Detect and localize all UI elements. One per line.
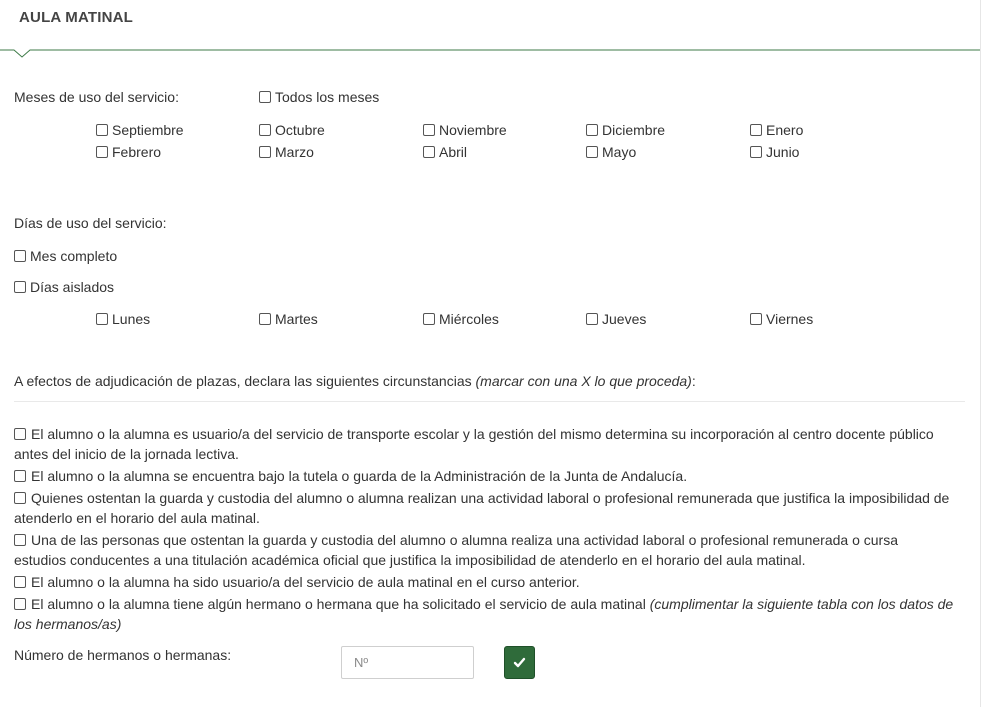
day-label: Lunes [112, 311, 151, 327]
circumstances-intro [14, 373, 696, 389]
page-right-border [980, 0, 981, 707]
month-checkbox[interactable] [96, 146, 108, 158]
isolated-days-text: Días aislados [30, 279, 115, 295]
month-checkbox[interactable] [259, 146, 271, 158]
month-label: Diciembre [602, 122, 666, 138]
month-label: Mayo [602, 144, 637, 160]
day-checkbox[interactable] [259, 313, 271, 325]
circumstance-item[interactable] [14, 572, 954, 592]
month-checkbox[interactable] [259, 124, 271, 136]
siblings-count-input[interactable] [341, 646, 474, 679]
divider [14, 401, 965, 402]
month-option-junio[interactable] [750, 144, 799, 160]
isolated-days-checkbox[interactable] [14, 281, 26, 293]
month-checkbox[interactable] [750, 124, 762, 136]
month-label: Noviembre [439, 122, 507, 138]
day-label: Miércoles [439, 311, 499, 327]
circumstance-item[interactable] [14, 488, 954, 528]
month-label: Septiembre [112, 122, 184, 138]
month-option-abril[interactable] [423, 144, 467, 160]
circumstance-checkbox[interactable] [14, 534, 26, 546]
full-month-option[interactable] [14, 248, 117, 264]
circumstance-item[interactable] [14, 594, 954, 634]
month-label: Octubre [275, 122, 325, 138]
circumstance-item[interactable] [14, 424, 954, 464]
month-label: Junio [766, 144, 800, 160]
all-months-checkbox[interactable] [259, 91, 271, 103]
circumstance-checkbox[interactable] [14, 598, 26, 610]
day-checkbox[interactable] [750, 313, 762, 325]
month-checkbox[interactable] [423, 146, 435, 158]
day-option-jueves[interactable] [586, 311, 646, 327]
days-label: Días de uso del servicio: [14, 215, 167, 231]
circumstance-checkbox[interactable] [14, 428, 26, 440]
month-checkbox[interactable] [586, 124, 598, 136]
day-checkbox[interactable] [586, 313, 598, 325]
siblings-count-label: Número de hermanos o hermanas: [14, 647, 232, 663]
month-label: Enero [766, 122, 804, 138]
month-checkbox[interactable] [586, 146, 598, 158]
circumstance-text: El alumno o la alumna es usuario/a del servicio de transporte escolar y la gestión del mismo determina su incorporación al centro docente público antes del inicio de la jornada lectiva. [14, 426, 934, 462]
month-option-diciembre[interactable] [586, 122, 665, 138]
day-option-lunes[interactable] [96, 311, 150, 327]
month-option-marzo[interactable] [259, 144, 314, 160]
month-label: Febrero [112, 144, 162, 160]
check-icon [513, 657, 526, 668]
day-label: Martes [275, 311, 318, 327]
months-label: Meses de uso del servicio: [14, 89, 179, 105]
month-option-febrero[interactable] [96, 144, 161, 160]
month-checkbox[interactable] [423, 124, 435, 136]
section-title: AULA MATINAL [19, 9, 134, 26]
isolated-days-option[interactable] [14, 279, 114, 295]
month-checkbox[interactable] [96, 124, 108, 136]
day-option-martes[interactable] [259, 311, 318, 327]
all-months-option[interactable] [259, 89, 379, 105]
full-month-checkbox[interactable] [14, 250, 26, 262]
circumstance-text: El alumno o la alumna ha sido usuario/a del servicio de aula matinal en el curso anterior. [31, 574, 580, 590]
month-option-enero[interactable] [750, 122, 803, 138]
circumstance-checkbox[interactable] [14, 492, 26, 504]
circumstances-intro-text: A efectos de adjudicación de plazas, declara las siguientes circunstancias [14, 373, 476, 389]
circumstance-checkbox[interactable] [14, 576, 26, 588]
month-label: Abril [439, 144, 468, 160]
circumstance-text: El alumno o la alumna tiene algún hermano o hermana que ha solicitado el servicio de aula matinal [31, 596, 650, 612]
month-option-noviembre[interactable] [423, 122, 507, 138]
section-header-divider [0, 0, 980, 60]
month-option-mayo[interactable] [586, 144, 636, 160]
circumstance-checkbox[interactable] [14, 470, 26, 482]
circumstance-item[interactable] [14, 466, 954, 486]
day-checkbox[interactable] [423, 313, 435, 325]
circumstance-item[interactable] [14, 530, 954, 570]
all-months-text: Todos los meses [275, 89, 380, 105]
day-option-miercoles[interactable] [423, 311, 499, 327]
month-label: Marzo [275, 144, 314, 160]
month-option-septiembre[interactable] [96, 122, 184, 138]
circumstance-text: Quienes ostentan la guarda y custodia del alumno o alumna realizan una actividad laboral o profesional remunerada que justifica la imposibilidad de atenderlo en el horario del aula matinal. [14, 490, 950, 526]
month-option-octubre[interactable] [259, 122, 325, 138]
full-month-text: Mes completo [30, 248, 118, 264]
month-checkbox[interactable] [750, 146, 762, 158]
circumstance-note: (cumplimentar la siguiente tabla con los datos de los hermanos/as) [14, 596, 954, 632]
day-label: Viernes [766, 311, 814, 327]
circumstances-intro-end: : [691, 373, 696, 389]
confirm-siblings-button[interactable] [504, 646, 535, 679]
day-checkbox[interactable] [96, 313, 108, 325]
circumstances-intro-note: (marcar con una X lo que proceda) [475, 373, 692, 389]
circumstance-text: Una de las personas que ostentan la guarda y custodia del alumno o alumna realiza una actividad laboral o profesional remunerada o cursa estudios conducentes a una titulación académica oficial que justifica la imposibilidad de atenderlo en el horario del aula matinal. [14, 532, 898, 568]
day-option-viernes[interactable] [750, 311, 813, 327]
circumstance-text: El alumno o la alumna se encuentra bajo la tutela o guarda de la Administración de la Junta de Andalucía. [31, 468, 688, 484]
day-label: Jueves [602, 311, 647, 327]
